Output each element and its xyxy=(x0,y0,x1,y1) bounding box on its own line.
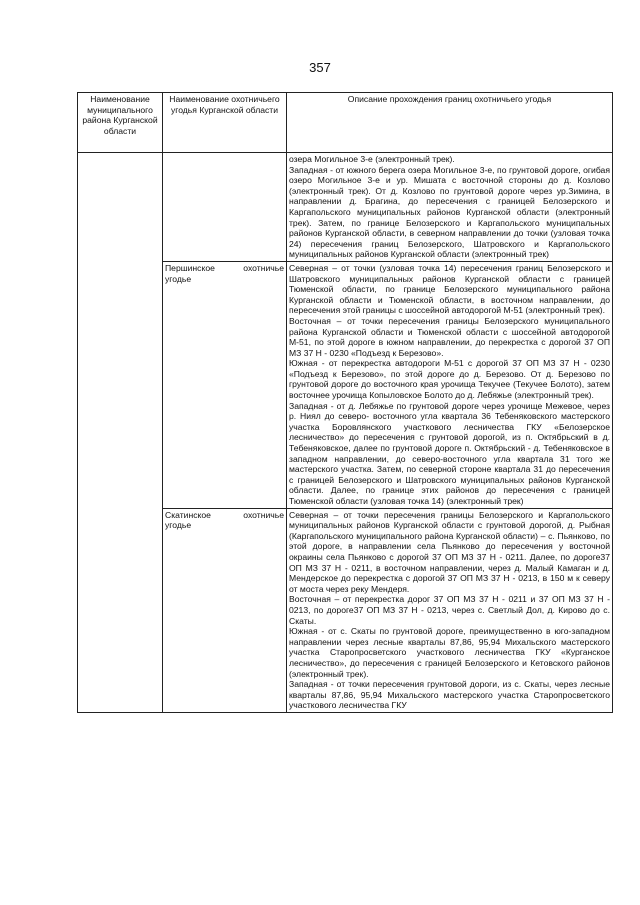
hunting-grounds-table xyxy=(77,92,613,713)
district-cell xyxy=(78,153,163,713)
hunting-ground-name-cell xyxy=(163,261,287,508)
table-header-row xyxy=(78,93,613,153)
boundary-description-text: озера Могильное 3-е (электронный трек). Западная - от южного берега озера Могильное 3-е, по грунтовой дороге, огибая озеро Могильное 3-е и ур. Мишата с восточной стороны до д. Козлово (электронный трек). От д. Козлово по грунтовой дороге через ур.Зимина, в направлении д. Брагина, до пересечения с границей Белозерского и Каргапольского муниципальных районов Курганской области (электронный трек). Затем, по границе Белозерского и Каргапольского муниципальных районов Курганской области, в северном направлении до точки (узловая точка 24) пересечения границ Белозерского, Шатровского и Каргапольского муниципальных районов Курганской области (электронный трек) xyxy=(289,154,610,260)
boundary-description-cell xyxy=(287,261,613,508)
boundary-description-cell xyxy=(287,508,613,712)
hunting-ground-name-cell xyxy=(163,153,287,262)
hunting-ground-name-word: охотничье xyxy=(243,509,284,520)
hunting-ground-name-word: угодье xyxy=(165,273,192,284)
boundary-description-text: Северная – от точки пересечения границы Белозерского и Каргапольского муниципальных районов Курганской области с грунтовой дорогой, д. Рыбная (Каргапольского муниципального района Курганской области) – с. Пьянково, по этой дороге, в направлении села Пьянково до пересечения у восточной окраины села Пьянково с дорогой 37 ОП МЗ 37 Н - 0211. Далее, по дороге37 ОП МЗ 37 Н - 0211, в восточном направлении, через д. Малый Камаган и д. Мендерское до перекрестка с дорогой 37 ОП МЗ 37 Н - 0213, в 150 м к северу от моста через реку Мендеря. Восточная – от перекрестка дорог 37 ОП МЗ 37 Н - 0211 и 37 ОП МЗ 37 Н - 0213, по дороге37 ОП МЗ 37 Н - 0213, через с. Светлый Дол, д. Кирово до с. Скаты. Южная - от с. Скаты по грунтовой дороге, преимущественно в юго-западном направлении через лесные кварталы 87,86, 95,94 Михальского мастерского участка Старопросветского участкового лесничества ГКУ «Курганское лесничество», до пересечения с границей Белозерского и Кетовского районов (электронный трек). Западная - от точки пересечения грунтовой дороги, из с. Скаты, через лесные кварталы 87,86, 95,94 Михальского мастерского участка Старопросветского участкового лесничества ГКУ xyxy=(289,509,610,711)
boundary-description-cell xyxy=(287,153,613,262)
header-description: Описание прохождения границ охотничьего угодья xyxy=(287,93,613,153)
boundary-description-text: Северная – от точки (узловая точка 14) пересечения границ Белозерского и Шатровского муниципальных районов Курганской области с границей Тюменской области, по границе Белозерского муниципального района Курганской области и Тюменской области, в восточном направлении, до пересечения этой границы с шоссейной автодорогой М-51 (электронный трек). Восточная – от точки пересечения границы Белозерского муниципального района Курганской области и Тюменской области с шоссейной автодорогой М-51, по этой дороге в южном направлении, до перекрестка с дорогой 37 ОП МЗ 37 Н - 0230 «Подъезд к Березово». Южная - от перекрестка автодороги М-51 с дорогой 37 ОП МЗ 37 Н - 0230 «Подъезд к Березово», по этой дороге до д. Березово. От д. Березово по грунтовой дороге до восточного края урочища Текучее (Текучее Болото), затем восточнее урочища Копыловское Болото до д. Лебяжье (электронный трек). Западная - от д. Лебяжье по грунтовой дороге через урочище Межевое, через р. Ниял до северо- восточного угла квартала 36 Тебеняковского мастерского участка Боровлянского участкового лесничества ГКУ «Белозерское лесничество» до пересечения с грунтовой дорогой, из п. Октябрьский в д. Тебеняковское, далее по грунтовой дороге п. Октябрьский - д. Тебеняковское в западном направлении, до северо-восточного угла квартала 31 того же мастерского участка. Затем, по северной стороне квартала 31 до пересечения с границей Белозерского и Шатровского муниципальных районов Курганской области. Далее, по границе этих районов до пересечения с границей Тюменской области (узловая точка 14) (электронный трек) xyxy=(289,262,610,506)
hunting-ground-name-word: охотничье xyxy=(243,262,284,273)
hunting-ground-name-word: Скатинское xyxy=(165,509,211,520)
hunting-ground-name-cell xyxy=(163,508,287,712)
hunting-ground-name-word: угодье xyxy=(165,520,192,531)
header-hunting-ground: Наименование охотничьего угодья Курганской области xyxy=(163,93,287,153)
table-row xyxy=(78,153,613,262)
header-district: Наименование муниципального района Курганской области xyxy=(78,93,163,153)
hunting-ground-name-word: Першинское xyxy=(165,262,215,273)
page-number: 357 xyxy=(309,60,331,75)
